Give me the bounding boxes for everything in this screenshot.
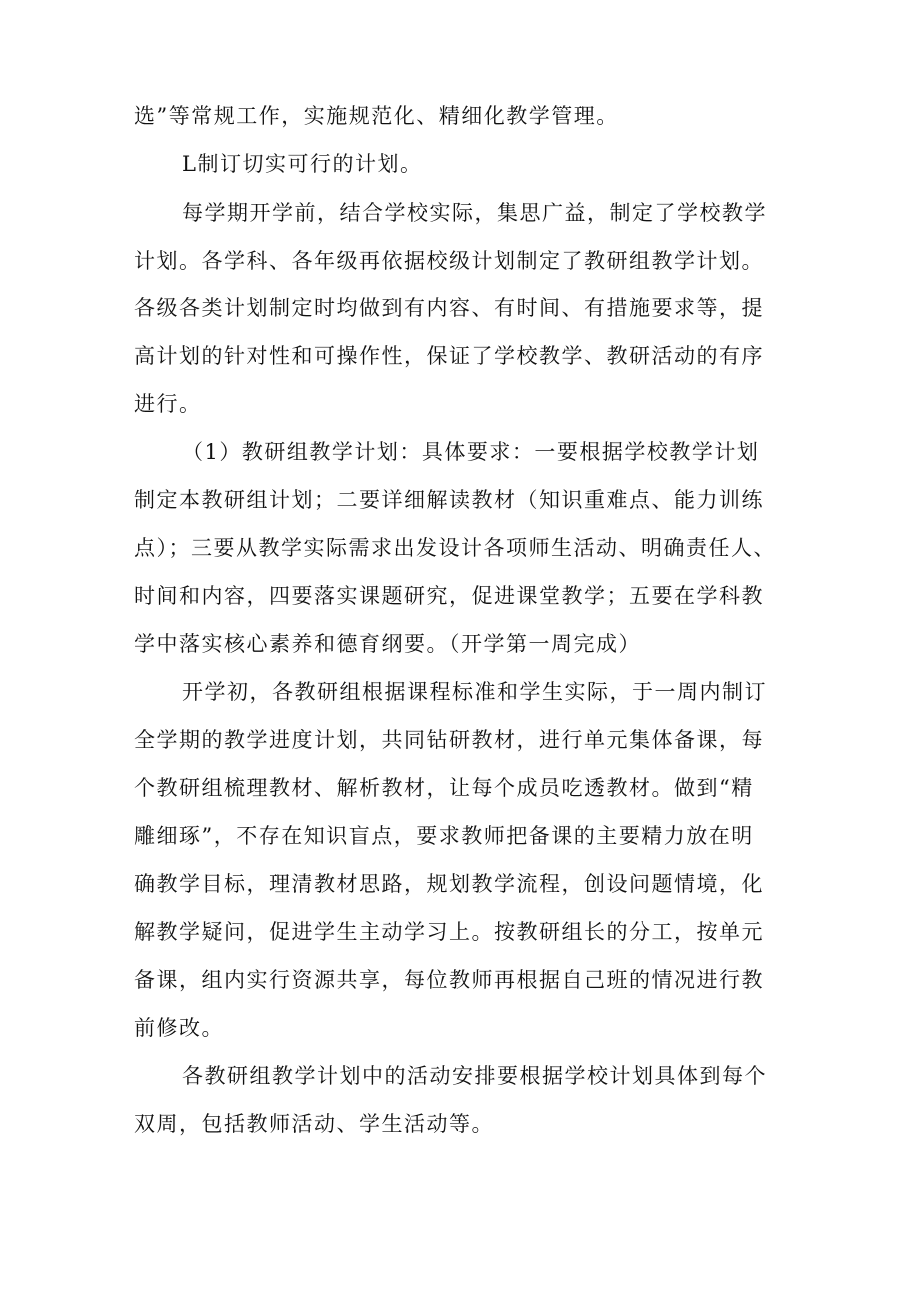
text-line: 选”等常规工作，实施规范化、精细化教学管理。 [134,104,619,128]
text-line: 解教学疑问，促进学生主动学习上。按教研组长的分工，按单元 [134,920,764,944]
text-line: 制定本教研组计划；二要详细解读教材（知识重难点、能力训练 [134,488,764,512]
text-line: 备课，组内实行资源共享，每位教师再根据自己班的情况进行教 [134,968,764,992]
text-line: 学中落实核心素养和德育纲要。（开学第一周完成） [134,632,641,656]
text-line: 个教研组梳理教材、解析教材，让每个成员吃透教材。做到“精 [134,776,754,800]
text-line: （1）教研组教学计划：具体要求：一要根据学校教学计划 [182,440,760,464]
text-line: 每学期开学前，结合学校实际，集思广益，制定了学校教学 [182,201,767,225]
text-line: 开学初，各教研组根据课程标准和学生实际，于一周内制订 [182,680,767,704]
text-line: 前修改。 [134,1016,224,1040]
text-line: 时间和内容，四要落实课题研究，促进课堂教学；五要在学科教 [134,584,764,608]
text-line: 各教研组教学计划中的活动安排要根据学校计划具体到每个 [182,1064,767,1088]
text-line: 各级各类计划制定时均做到有内容、有时间、有措施要求等，提 [134,296,764,320]
text-line: 计划。各学科、各年级再依据校级计划制定了教研组教学计划。 [134,249,764,273]
text-line: 全学期的教学进度计划，共同钻研教材，进行单元集体备课，每 [134,728,764,752]
text-line: 确教学目标，理清教材思路，规划教学流程，创设问题情境，化 [134,872,764,896]
text-line: 高计划的针对性和可操作性，保证了学校教学、教研活动的有序 [134,344,764,368]
text-line: 点）；三要从教学实际需求出发设计各项师生活动、明确责任人、 [134,536,776,560]
text-line: 雕细琢”，不存在知识盲点，要求教师把备课的主要精力放在明 [134,824,754,848]
section-heading: L制订切实可行的计划。 [182,152,423,176]
text-line: 双周，包括教师活动、学生活动等。 [134,1112,494,1136]
text-line: 进行。 [134,392,202,416]
